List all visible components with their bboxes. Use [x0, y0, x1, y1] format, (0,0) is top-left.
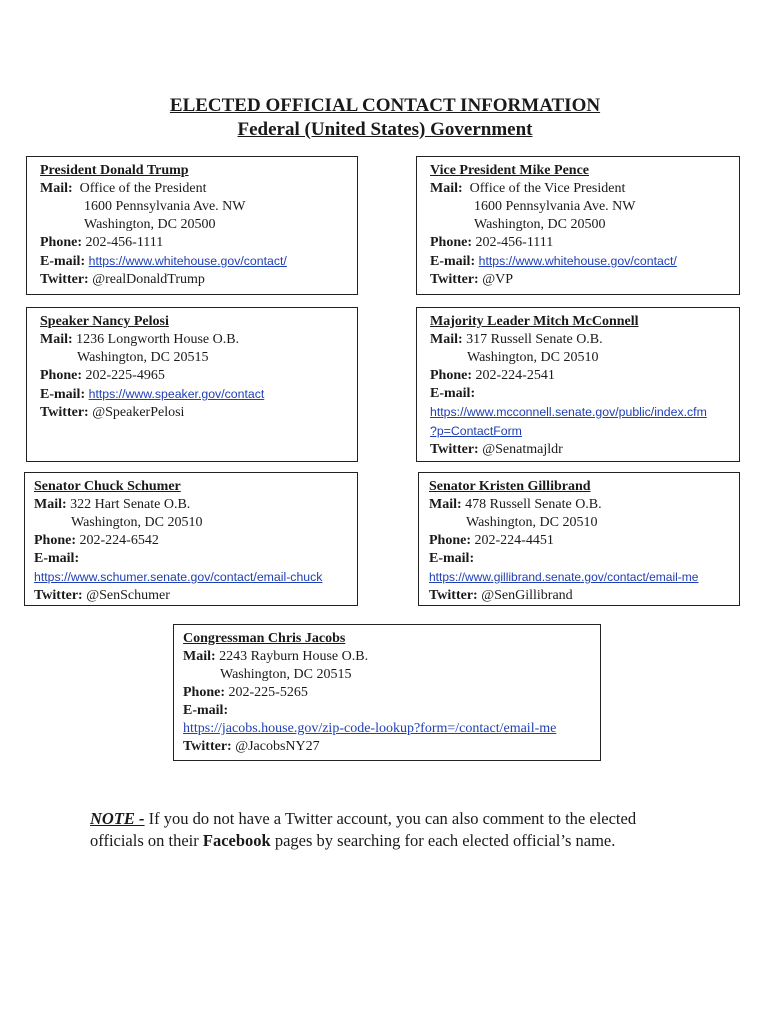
- phone-value: 202-224-2541: [475, 368, 555, 383]
- contact-card-trump: [26, 156, 358, 295]
- mail-row: [34, 496, 349, 514]
- email-label: E-mail:: [430, 386, 476, 401]
- contact-card-schumer: [24, 472, 358, 606]
- mail-line: Washington, DC 20510: [466, 515, 598, 530]
- official-name: Senator Kristen Gillibrand: [429, 479, 591, 494]
- twitter-handle: @JacobsNY27: [235, 739, 320, 754]
- note-text-end: pages by searching for each elected official’s name.: [270, 831, 616, 850]
- email-label: E-mail:: [183, 703, 229, 718]
- email-label: E-mail:: [430, 254, 476, 269]
- mail-line: 1600 Pennsylvania Ave. NW: [84, 199, 246, 214]
- email-link[interactable]: https://www.whitehouse.gov/contact/: [88, 254, 287, 268]
- email-link[interactable]: https://www.speaker.gov/contact: [88, 387, 265, 401]
- twitter-handle: @realDonaldTrump: [92, 272, 205, 287]
- twitter-label: Twitter:: [40, 272, 89, 287]
- phone-row: [34, 532, 349, 550]
- contact-card-gillibrand: [418, 472, 740, 606]
- mail-line: 1236 Longworth House O.B.: [76, 332, 240, 347]
- official-name: Vice President Mike Pence: [430, 163, 590, 178]
- mail-row: [430, 331, 731, 349]
- email-row: [183, 702, 592, 720]
- twitter-row: [430, 441, 731, 459]
- mail-line: 322 Hart Senate O.B.: [70, 497, 191, 512]
- twitter-row: [40, 271, 349, 289]
- mail-label: Mail:: [430, 181, 463, 196]
- email-label: E-mail:: [34, 551, 80, 566]
- email-link[interactable]: https://www.mcconnell.senate.gov/public/index.cfm: [430, 405, 707, 419]
- phone-row: [40, 367, 349, 385]
- mail-label: Mail:: [34, 497, 67, 512]
- mail-label: Mail:: [183, 649, 216, 664]
- note-text: If you do not have a Twitter account, you can also comment to the elected officials on their: [90, 809, 637, 850]
- email-link[interactable]: https://www.whitehouse.gov/contact/: [478, 254, 677, 268]
- twitter-label: Twitter:: [429, 588, 478, 603]
- mail-label: Mail:: [40, 181, 73, 196]
- official-name: Senator Chuck Schumer: [34, 479, 181, 494]
- mail-line: 478 Russell Senate O.B.: [465, 497, 602, 512]
- mail-line: 317 Russell Senate O.B.: [466, 332, 603, 347]
- phone-label: Phone:: [430, 235, 472, 250]
- mail-row: [40, 180, 349, 198]
- email-row: [40, 252, 349, 271]
- email-link-continued[interactable]: ?p=ContactForm: [430, 424, 522, 438]
- phone-value: 202-456-1111: [475, 235, 554, 250]
- mail-line: Washington, DC 20515: [220, 667, 352, 682]
- mail-line: Office of the President: [79, 181, 207, 196]
- twitter-handle: @SpeakerPelosi: [92, 405, 185, 420]
- mail-line: Washington, DC 20500: [474, 217, 606, 232]
- phone-value: 202-225-5265: [228, 685, 308, 700]
- phone-label: Phone:: [430, 368, 472, 383]
- mail-label: Mail:: [429, 497, 462, 512]
- phone-label: Phone:: [34, 533, 76, 548]
- phone-value: 202-225-4965: [85, 368, 165, 383]
- note-label: NOTE -: [90, 809, 145, 828]
- email-row: [429, 550, 735, 568]
- phone-row: [430, 367, 731, 385]
- contact-card-mcconnell: [416, 307, 740, 462]
- phone-row: [429, 532, 735, 550]
- mail-line: Washington, DC 20515: [77, 350, 209, 365]
- mail-line: Washington, DC 20510: [467, 350, 599, 365]
- mail-label: Mail:: [40, 332, 73, 347]
- twitter-label: Twitter:: [430, 442, 479, 457]
- contact-card-jacobs: [173, 624, 601, 761]
- twitter-label: Twitter:: [40, 405, 89, 420]
- mail-line: 2243 Rayburn House O.B.: [219, 649, 369, 664]
- twitter-row: [34, 587, 349, 605]
- twitter-row: [429, 587, 735, 605]
- twitter-row: [430, 271, 731, 289]
- email-row: [34, 550, 349, 568]
- official-name: Majority Leader Mitch McConnell: [430, 314, 639, 329]
- official-name: Speaker Nancy Pelosi: [40, 314, 169, 329]
- twitter-handle: @SenGillibrand: [481, 588, 573, 603]
- phone-label: Phone:: [40, 368, 82, 383]
- phone-value: 202-456-1111: [85, 235, 164, 250]
- email-label: E-mail:: [429, 551, 475, 566]
- phone-row: [40, 234, 349, 252]
- phone-label: Phone:: [40, 235, 82, 250]
- twitter-handle: @Senatmajldr: [482, 442, 563, 457]
- mail-line: 1600 Pennsylvania Ave. NW: [474, 199, 636, 214]
- mail-row: [40, 331, 349, 349]
- phone-value: 202-224-6542: [79, 533, 159, 548]
- twitter-label: Twitter:: [34, 588, 83, 603]
- official-name: Congressman Chris Jacobs: [183, 631, 346, 646]
- phone-label: Phone:: [429, 533, 471, 548]
- email-link[interactable]: https://www.schumer.senate.gov/contact/email-chuck: [34, 570, 323, 584]
- phone-label: Phone:: [183, 685, 225, 700]
- email-link[interactable]: https://www.gillibrand.senate.gov/contact/email-me: [429, 570, 699, 584]
- official-name: President Donald Trump: [40, 163, 189, 178]
- phone-row: [430, 234, 731, 252]
- facebook-text: Facebook: [202, 831, 271, 850]
- footer-note: [90, 808, 690, 852]
- contact-card-pelosi: [26, 307, 358, 462]
- twitter-row: [183, 738, 592, 756]
- phone-row: [183, 684, 592, 702]
- twitter-label: Twitter:: [430, 272, 479, 287]
- email-label: E-mail:: [40, 254, 86, 269]
- mail-label: Mail:: [430, 332, 463, 347]
- mail-row: [430, 180, 731, 198]
- mail-row: [429, 496, 735, 514]
- twitter-label: Twitter:: [183, 739, 232, 754]
- phone-value: 202-224-4451: [474, 533, 554, 548]
- twitter-handle: @SenSchumer: [86, 588, 170, 603]
- twitter-row: [40, 404, 349, 422]
- email-link[interactable]: https://jacobs.house.gov/zip-code-lookup?form=/contact/email-me: [183, 721, 557, 736]
- email-row: [40, 385, 349, 404]
- email-row: [430, 385, 731, 403]
- mail-row: [183, 648, 592, 666]
- page-subtitle: Federal (United States) Government: [237, 119, 533, 140]
- email-label: E-mail:: [40, 387, 86, 402]
- mail-line: Office of the Vice President: [469, 181, 626, 196]
- contact-card-pence: [416, 156, 740, 295]
- mail-line: Washington, DC 20500: [84, 217, 216, 232]
- mail-line: Washington, DC 20510: [71, 515, 203, 530]
- twitter-handle: @VP: [482, 272, 514, 287]
- email-row: [430, 252, 731, 271]
- page-title: ELECTED OFFICIAL CONTACT INFORMATION: [169, 95, 601, 116]
